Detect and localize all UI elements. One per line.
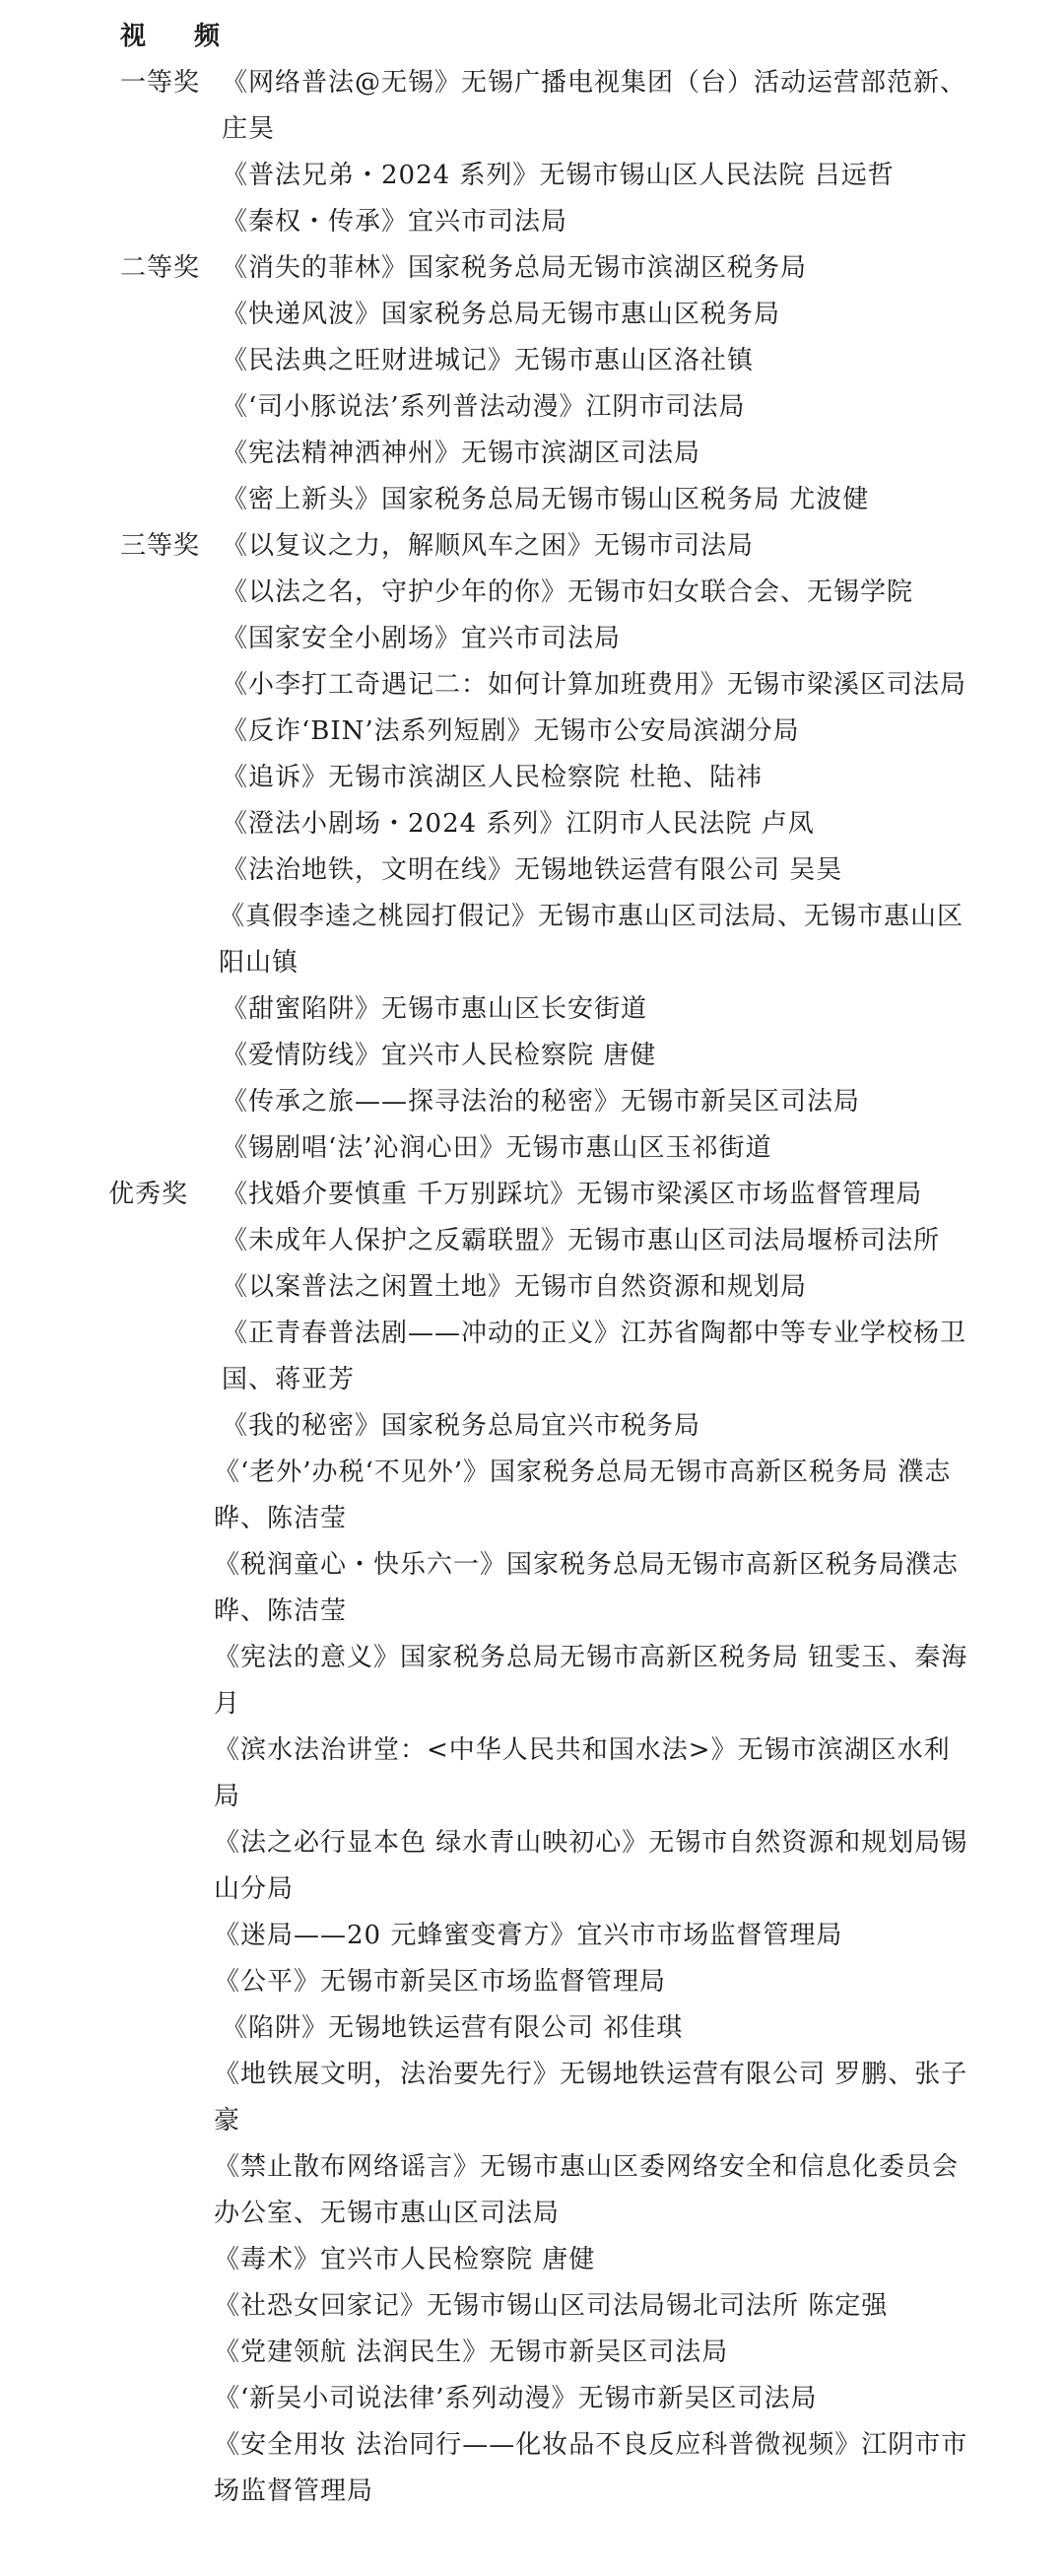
award-entry: 《民法典之旺财进城记》无锡市惠山区洛社镇 — [222, 346, 755, 375]
award-entry: 《网络普法@无锡》无锡广播电视集团（台）活动运营部范新、庄昊 — [222, 68, 967, 144]
award-entry: 《毒术》宜兴市人民检察院 唐健 — [214, 2245, 596, 2274]
award-entry: 《锡剧唱‘法’沁润心田》无锡市惠山区玉祁街道 — [222, 1133, 772, 1163]
award-entry: 《宪法精神洒神州》无锡市滨湖区司法局 — [222, 439, 701, 468]
award-entry: 《秦权・传承》宜兴市司法局 — [222, 207, 568, 237]
award-entries — [222, 60, 970, 245]
award-group-second — [0, 245, 1064, 523]
award-entry: 《税润童心・快乐六一》国家税务总局无锡市高新区税务局濮志晔、陈洁莹 — [214, 1550, 960, 1626]
award-entry: 《以案普法之闲置土地》无锡市自然资源和规划局 — [222, 1272, 808, 1302]
award-label: 二等奖 — [120, 253, 201, 283]
award-entry: 《正青春普法剧——冲动的正义》江苏省陶都中等专业学校杨卫国、蒋亚芳 — [222, 1319, 967, 1394]
award-label: 优秀奖 — [108, 1180, 189, 1209]
award-entry: 《公平》无锡市新吴区市场监督管理局 — [214, 1967, 667, 1997]
award-entry: 《普法兄弟・2024 系列》无锡市锡山区人民法院 吕远哲 — [222, 161, 895, 190]
award-entries — [219, 523, 970, 1172]
award-entry: 《甜蜜陷阱》无锡市惠山区长安街道 — [222, 994, 648, 1024]
award-entry: 《‘司小豚说法’系列普法动漫》江阴市司法局 — [222, 392, 746, 422]
award-group-third — [0, 523, 1064, 1172]
award-entry: 《宪法的意义》国家税务总局无锡市高新区税务局 钮雯玉、秦海月 — [214, 1643, 968, 1719]
award-entry: 《未成年人保护之反霸联盟》无锡市惠山区司法局堰桥司法所 — [222, 1226, 941, 1255]
award-label: 三等奖 — [120, 531, 201, 561]
award-entry: 《国家安全小剧场》宜兴市司法局 — [222, 624, 622, 653]
award-entry: 《真假李逵之桃园打假记》无锡市惠山区司法局、无锡市惠山区阳山镇 — [219, 902, 964, 978]
award-entry: 《‘老外’办税‘不见外’》国家税务总局无锡市高新区税务局 濮志晔、陈洁莹 — [214, 1457, 952, 1533]
award-entry: 《以法之名，守护少年的你》无锡市妇女联合会、无锡学院 — [222, 577, 914, 607]
award-entry: 《禁止散布网络谣言》无锡市惠山区委网络安全和信息化委员会办公室、无锡市惠山区司法局 — [214, 2152, 960, 2228]
award-entry: 《安全用妆 法治同行——化妆品不良反应科普微视频》江阴市市场监督管理局 — [214, 2430, 968, 2506]
award-entry: 《消失的菲林》国家税务总局无锡市滨湖区税务局 — [222, 253, 808, 283]
award-entries — [222, 245, 970, 523]
award-entry: 《法之必行显本色 绿水青山映初心》无锡市自然资源和规划局锡山分局 — [214, 1828, 968, 1904]
award-entry: 《社恐女回家记》无锡市锡山区司法局锡北司法所 陈定强 — [214, 2291, 889, 2321]
award-label: 一等奖 — [120, 68, 201, 98]
award-entry: 《密上新头》国家税务总局无锡市锡山区税务局 尤波健 — [222, 485, 870, 514]
award-entry: 《澄法小剧场・2024 系列》江阴市人民法院 卢凤 — [222, 809, 815, 839]
award-entry: 《法治地铁，文明在线》无锡地铁运营有限公司 吴昊 — [222, 855, 843, 885]
award-entry: 《传承之旅——探寻法治的秘密》无锡市新吴区司法局 — [222, 1087, 861, 1117]
award-group-first — [0, 60, 1064, 245]
award-entry: 《地铁展文明，法治要先行》无锡地铁运营有限公司 罗鹏、张子豪 — [214, 2060, 968, 2135]
award-entry: 《爱情防线》宜兴市人民检察院 唐健 — [222, 1041, 657, 1070]
award-entry: 《快递风波》国家税务总局无锡市惠山区税务局 — [222, 300, 781, 329]
award-entry: 《滨水法治讲堂：<中华人民共和国水法>》无锡市滨湖区水利局 — [214, 1735, 951, 1811]
award-entry: 《反诈‘BIN’法系列短剧》无锡市公安局滨湖分局 — [222, 716, 800, 746]
award-group-excellence — [0, 1172, 1064, 2515]
award-entry: 《找婚介要慎重 千万别踩坑》无锡市梁溪区市场监督管理局 — [222, 1180, 923, 1209]
section-title: 视 频 — [120, 22, 240, 51]
award-entry: 《以复议之力，解顺风车之困》无锡市司法局 — [222, 531, 755, 561]
award-entry: 《我的秘密》国家税务总局宜兴市税务局 — [222, 1411, 701, 1441]
award-entry: 《陷阱》无锡地铁运营有限公司 祁佳琪 — [222, 2013, 684, 2043]
award-entry: 《党建领航 法润民生》无锡市新吴区司法局 — [214, 2338, 729, 2367]
award-entries — [214, 1172, 970, 2515]
award-entry: 《‘新吴小司说法律’系列动漫》无锡市新吴区司法局 — [214, 2384, 818, 2413]
award-entry: 《追诉》无锡市滨湖区人民检察院 杜艳、陆祎 — [222, 763, 764, 792]
award-entry: 《小李打工奇遇记二：如何计算加班费用》无锡市梁溪区司法局 — [222, 670, 967, 700]
award-entry: 《迷局——20 元蜂蜜变膏方》宜兴市市场监督管理局 — [214, 1921, 843, 1950]
